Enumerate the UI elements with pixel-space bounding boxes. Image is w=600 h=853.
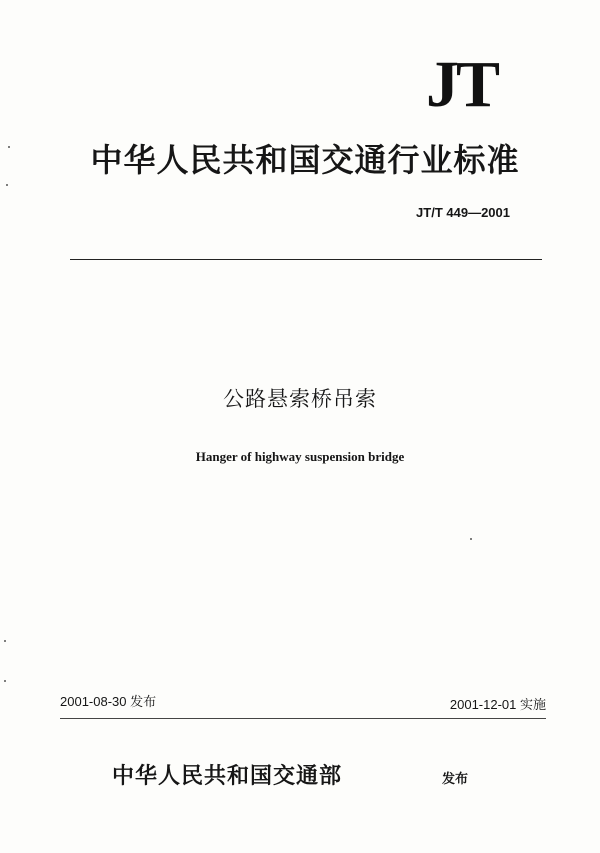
scan-speck — [8, 146, 10, 148]
scan-speck — [6, 184, 8, 186]
header-divider — [70, 259, 542, 260]
document-title-en: Hanger of highway suspension bridge — [195, 449, 405, 464]
scan-speck — [470, 538, 472, 540]
implement-date: 2001-12-01 实施 — [449, 697, 546, 712]
issuing-authority: 中华人民共和国交通部 — [112, 764, 343, 789]
scan-speck — [4, 640, 6, 642]
scan-speck — [4, 680, 6, 682]
jt-logo: JT — [426, 48, 498, 121]
publish-date: 2001-08-30 发布 — [60, 694, 157, 709]
issue-label: 发布 — [442, 772, 469, 787]
document-title-cn: 公路悬索桥吊索 — [223, 387, 377, 411]
footer-divider — [60, 718, 546, 719]
standard-code: JT/T 449—2001 — [416, 205, 510, 220]
standard-category-title: 中华人民共和国交通行业标准 — [90, 141, 520, 179]
